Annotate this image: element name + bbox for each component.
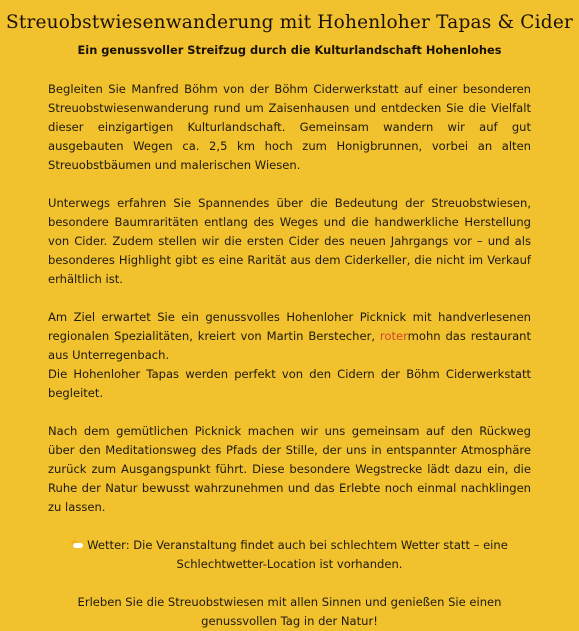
closing-note [48,593,531,631]
intro-paragraph: Begleiten Sie Manfred Böhm von der Böhm Ciderwerkstatt auf einer besonderen Streuobstwiesenwanderung rund um Zaisenhausen und entdecken Sie die Vielfalt dieser einzigartigen Kulturlandschaft. Gemeinsam wandern wir auf gut ausgebauten Wegen ca. 2,5 km hoch zum Honigbrunnen, vorbei an alten Streuobstbäumen und malerischen Wiesen. [48,82,531,172]
sun-behind-cloud-icon [71,540,83,549]
description-body [48,80,531,631]
closing-line2: genussvollen Tag in der Natur! [201,614,378,628]
closing-line1: Erleben Sie die Streuobstwiesen mit allen Sinnen und genießen Sie einen [77,595,502,609]
weather-note-line2: Schlechtwetter-Location ist vorhanden. [176,557,403,571]
details-paragraph: Unterwegs erfahren Sie Spannendes über die Bedeutung der Streuobstwiesen, besondere Baumraritäten entlang des Weges und die handwerkliche Herstellung von Cider. Zudem stellen wir die ersten Cider des neuen Jahrgangs vor – und als besonderes Highlight gibt es eine Rarität aus dem Ciderkeller, die nicht im Verkauf erhältlich ist. [48,196,531,286]
restaurant-name-highlight: roter [379,329,408,343]
picnic-text-end: mohn das restaurant aus Unterregenbach. [48,329,531,362]
weather-note [48,536,531,574]
page-subtitle: Ein genussvoller Streifzug durch die Kulturlandschaft Hohenlohes [77,43,502,57]
return-paragraph: Nach dem gemütlichen Picknick machen wir uns gemeinsam auf den Rückweg über den Meditationsweg des Pfads der Stille, der uns in entspannter Atmosphäre zurück zum Ausgangspunkt führt. Diese besondere Wegstrecke lädt dazu ein, die Ruhe der Natur bewusst wahrzunehmen und das Erlebte noch einmal nachklingen zu lassen. [48,424,531,514]
weather-note-line1: Wetter: Die Veranstaltung findet auch bei schlechtem Wetter statt – eine [87,538,508,552]
picnic-paragraph [48,308,531,365]
page-title: Streuobstwiesenwanderung mit Hohenloher Tapas & Cider [5,12,574,33]
picnic-text-start: Am Ziel erwartet Sie ein genussvolles Hohenloher Picknick mit handverlesenen regionalen Spezialitäten, kreiert von Martin Berstecher, [48,310,531,343]
tapas-paragraph: Die Hohenloher Tapas werden perfekt von den Cidern der Böhm Ciderwerkstatt begleitet. [48,367,531,400]
